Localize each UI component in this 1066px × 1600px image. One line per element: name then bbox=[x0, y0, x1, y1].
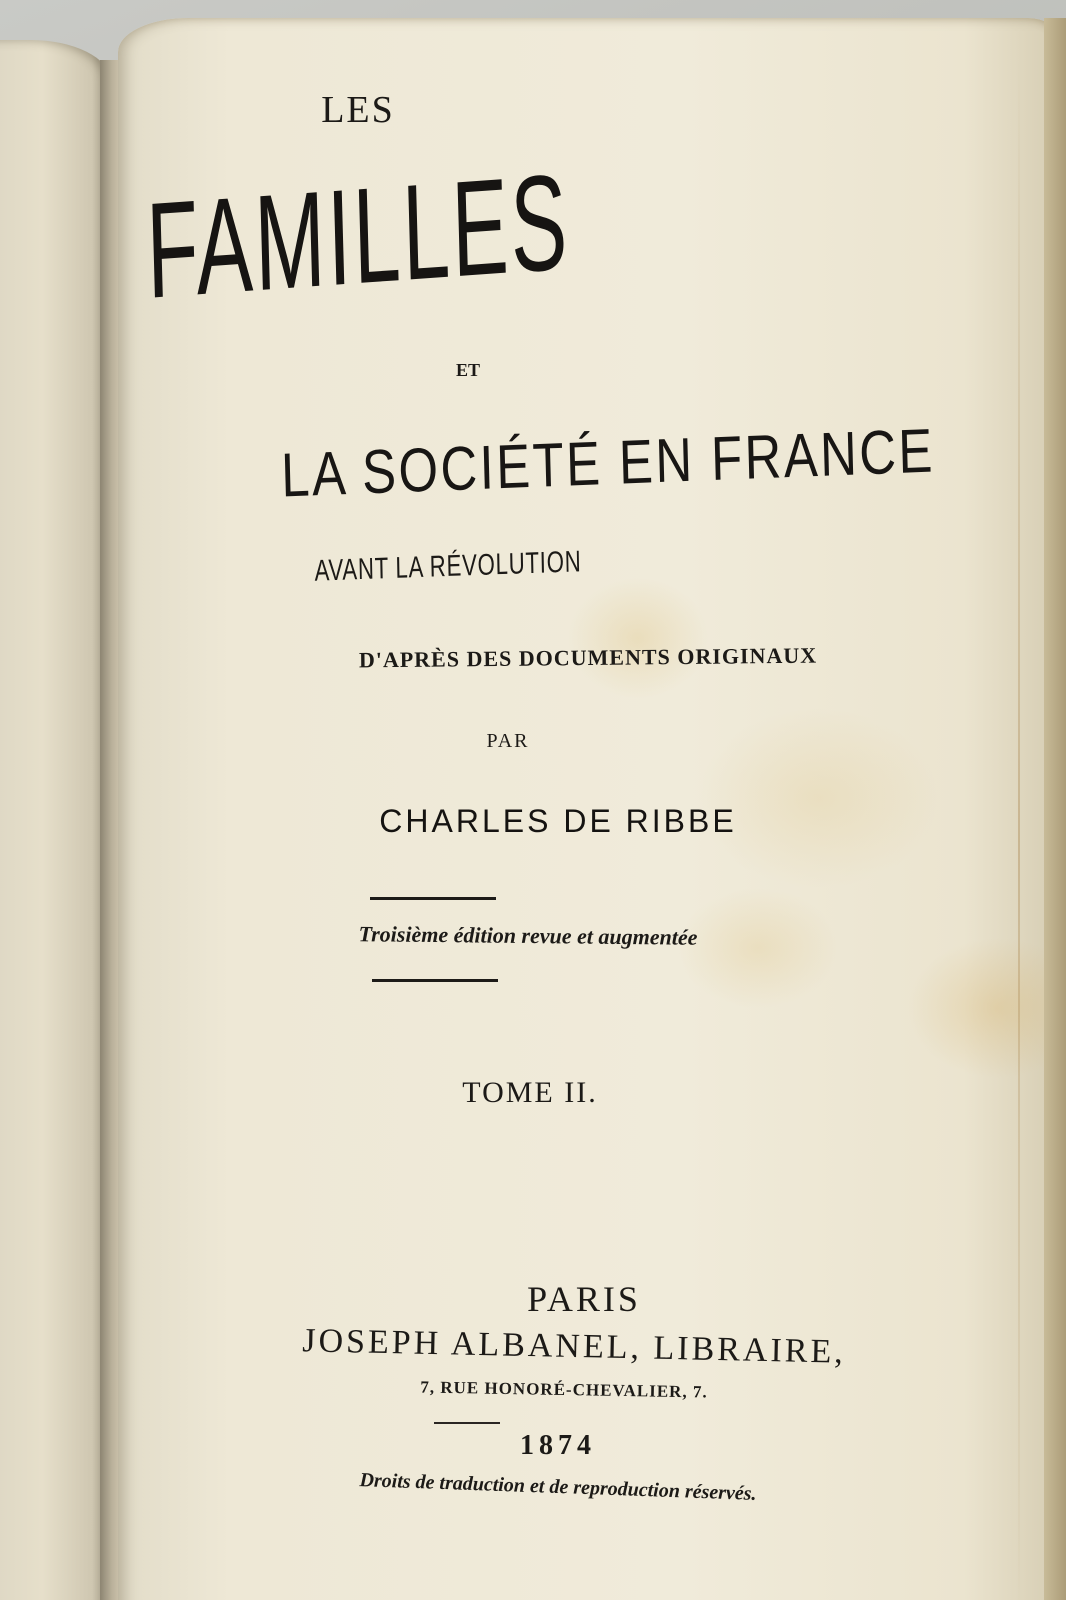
imprint-publisher: JOSEPH ALBANEL, LIBRAIRE, bbox=[301, 1322, 847, 1371]
title-line-societe: LA SOCIÉTÉ EN FRANCE bbox=[280, 416, 936, 511]
main-title: FAMILLES bbox=[144, 145, 572, 327]
volume-number: TOME II. bbox=[462, 1076, 598, 1109]
author-name: CHARLES DE RIBBE bbox=[379, 803, 737, 839]
divider-rule-bottom bbox=[372, 979, 498, 982]
divider-rule-top bbox=[370, 897, 496, 900]
rights-notice: Droits de traduction et de reproduction réservés. bbox=[359, 1469, 757, 1505]
imprint-year: 1874 bbox=[520, 1430, 596, 1461]
page-fore-edge bbox=[1044, 18, 1066, 1600]
title-line-les: LES bbox=[321, 89, 395, 131]
imprint-rule bbox=[434, 1422, 500, 1424]
title-page bbox=[118, 18, 1058, 1600]
imprint-city: PARIS bbox=[527, 1279, 641, 1319]
edition-note: Troisième édition revue et augmentée bbox=[358, 921, 698, 950]
title-conjunction: ET bbox=[455, 360, 480, 380]
subtitle-avant: AVANT LA RÉVOLUTION bbox=[314, 545, 582, 588]
subtitle-documents: D'APRÈS DES DOCUMENTS ORIGINAUX bbox=[358, 642, 818, 673]
by-line: PAR bbox=[486, 730, 530, 752]
imprint-address: 7, RUE HONORÉ-CHEVALIER, 7. bbox=[420, 1377, 708, 1402]
